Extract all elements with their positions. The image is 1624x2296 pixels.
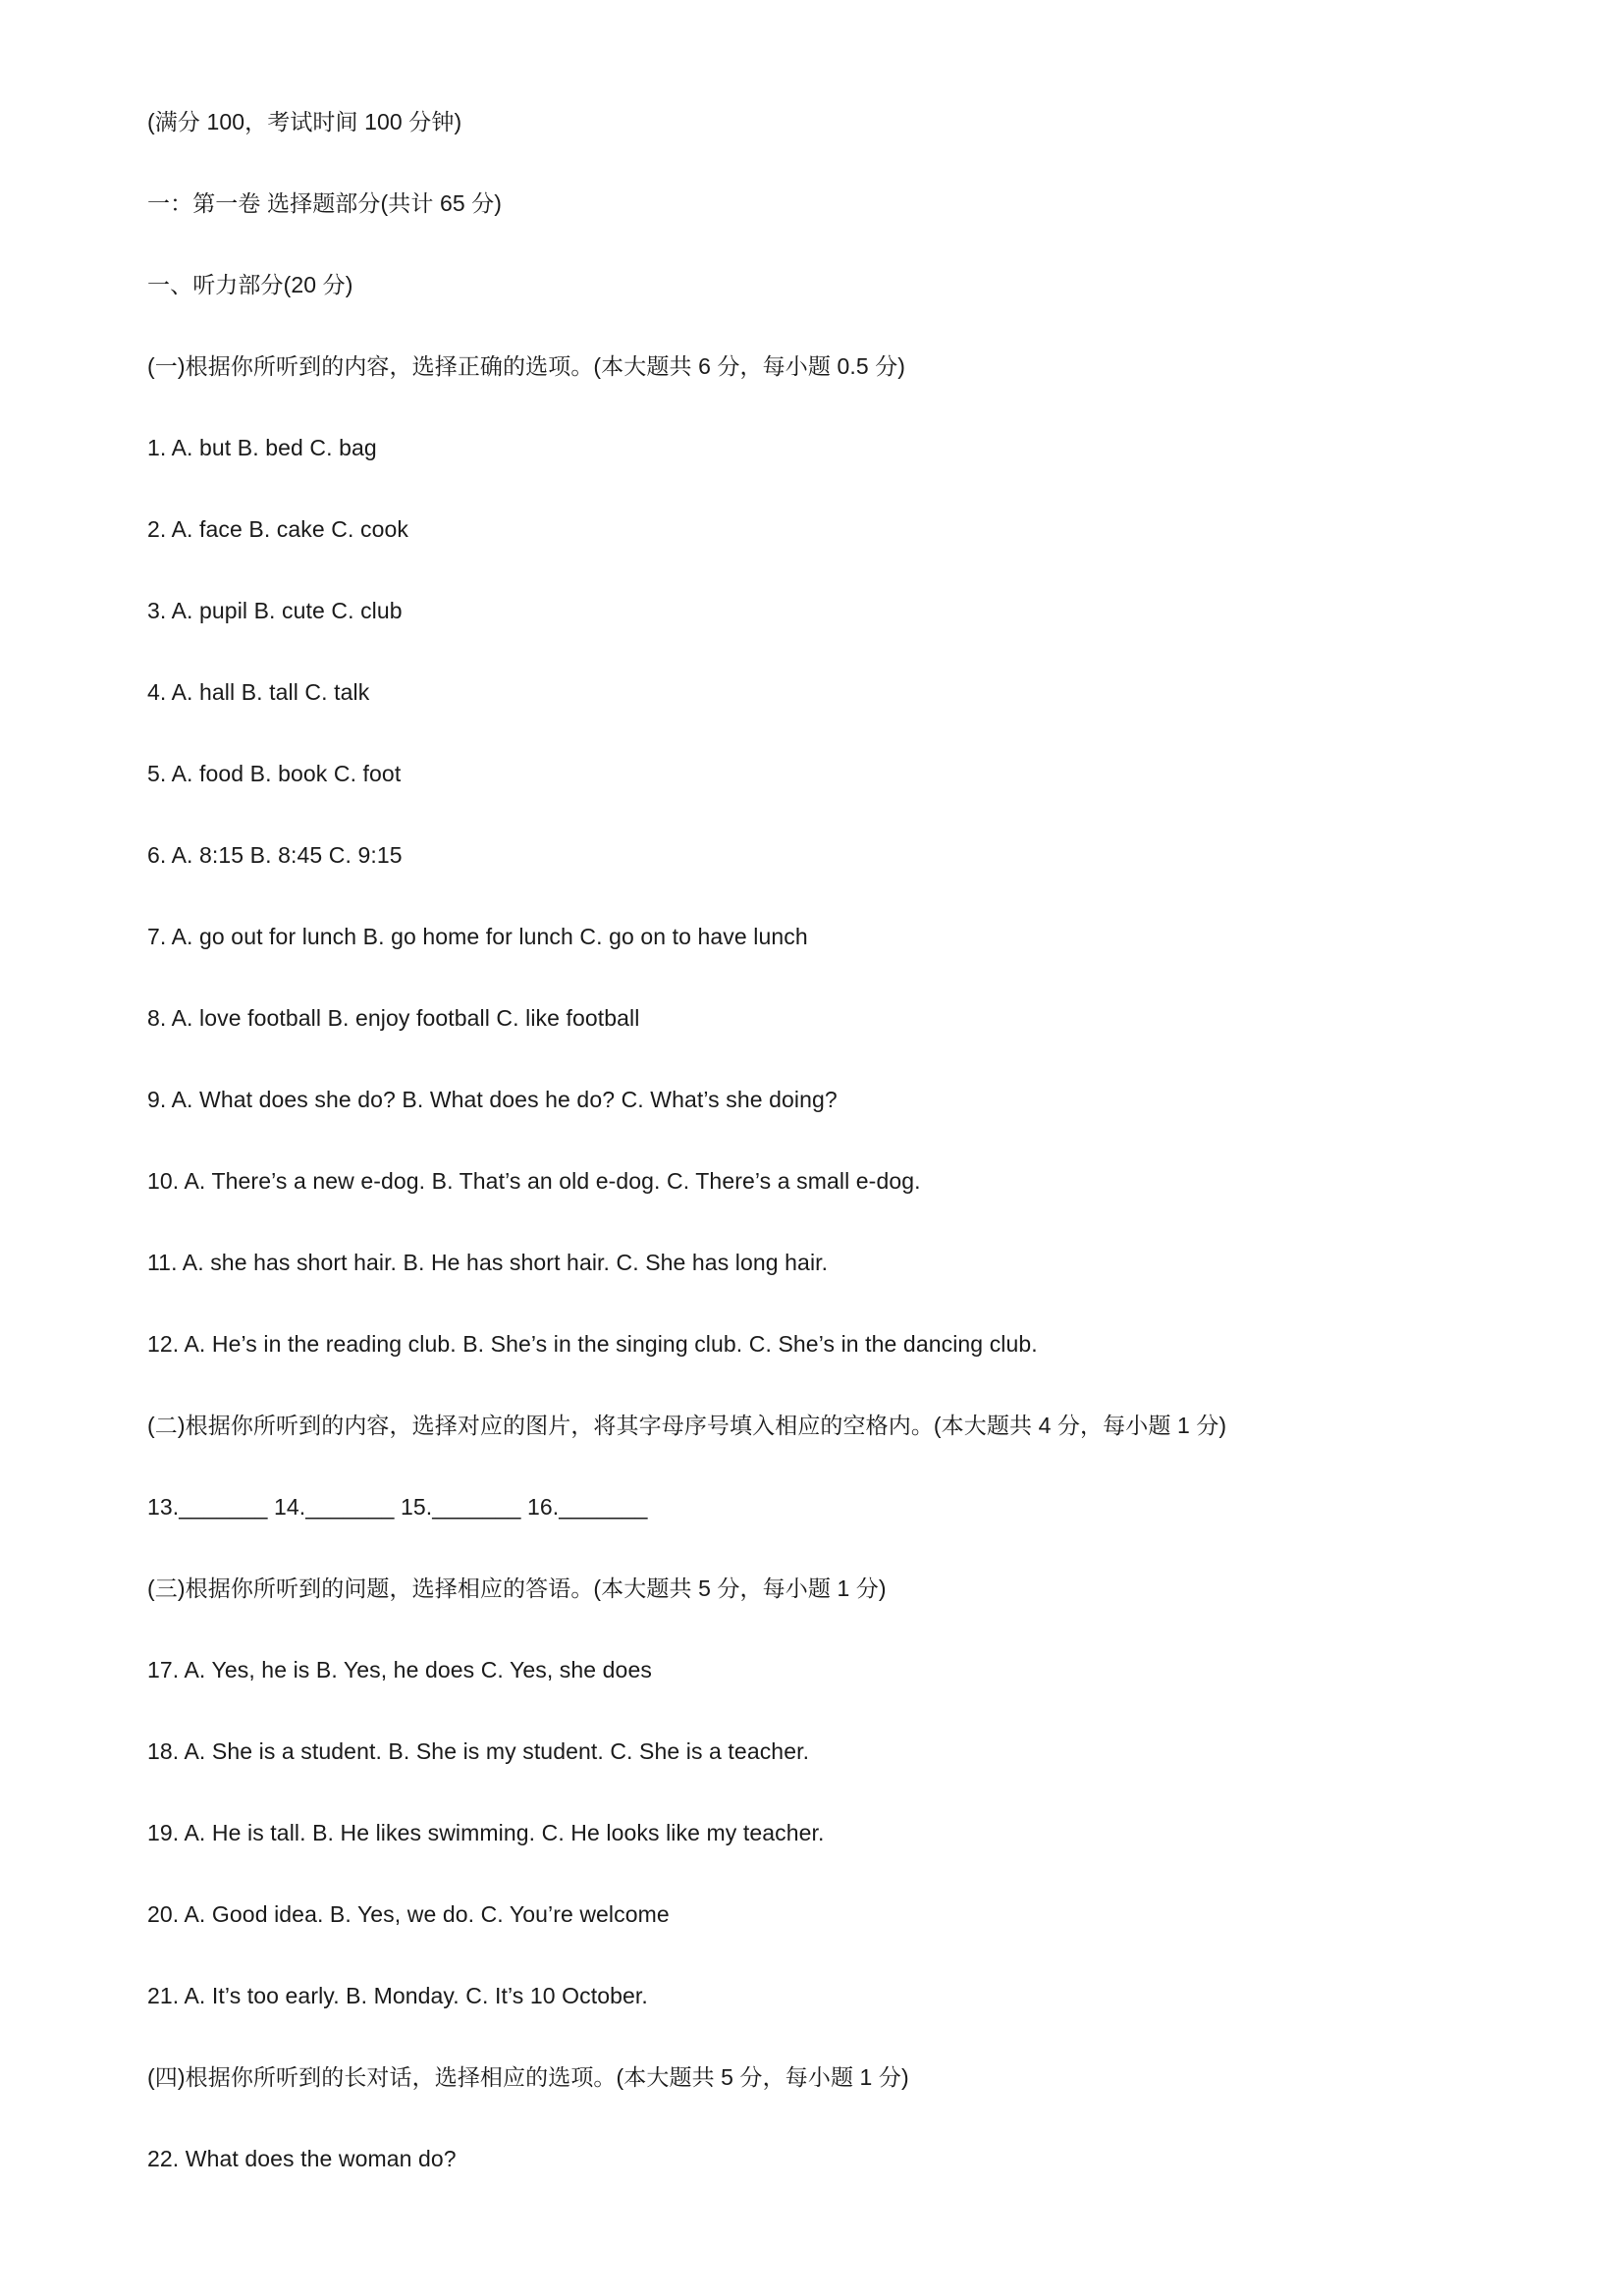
question-9: 9. A. What does she do? B. What does he do? C. What’s she doing? bbox=[147, 1087, 838, 1112]
question-20: 20. A. Good idea. B. Yes, we do. C. You’re welcome bbox=[147, 1901, 670, 1927]
part-one-heading: 一：第一卷 选择题部分(共计 65 分) bbox=[147, 190, 503, 216]
question-3: 3. A. pupil B. cute C. club bbox=[147, 598, 403, 623]
question-7: 7. A. go out for lunch B. go home for lunch C. go on to have lunch bbox=[147, 924, 808, 949]
document-body bbox=[147, 102, 1522, 2220]
listening-part-2-instruction: (二)根据你所听到的内容，选择对应的图片，将其字母序号填入相应的空格内。(本大题共 4 分，每小题 1 分) bbox=[147, 1413, 1227, 1438]
exam-score-note: (满分 100，考试时间 100 分钟) bbox=[147, 109, 462, 134]
question-6: 6. A. 8:15 B. 8:45 C. 9:15 bbox=[147, 842, 403, 868]
questions-13-16-blanks: 13._______ 14._______ 15._______ 16._______ bbox=[147, 1494, 648, 1520]
listening-part-4-instruction: (四)根据你所听到的长对话，选择相应的选项。(本大题共 5 分，每小题 1 分) bbox=[147, 2064, 909, 2090]
question-12: 12. A. He’s in the reading club. B. She’s in the singing club. C. She’s in the dancing club. bbox=[147, 1331, 1038, 1357]
listening-part-3-instruction: (三)根据你所听到的问题，选择相应的答语。(本大题共 5 分，每小题 1 分) bbox=[147, 1575, 887, 1601]
question-11: 11. A. she has short hair. B. He has short hair. C. She has long hair. bbox=[147, 1250, 829, 1275]
question-1: 1. A. but B. bed C. bag bbox=[147, 435, 377, 460]
question-21: 21. A. It’s too early. B. Monday. C. It’s 10 October. bbox=[147, 1983, 648, 2008]
question-4: 4. A. hall B. tall C. talk bbox=[147, 679, 370, 705]
question-22: 22. What does the woman do? bbox=[147, 2146, 457, 2171]
question-19: 19. A. He is tall. B. He likes swimming. C. He looks like my teacher. bbox=[147, 1820, 825, 1845]
listening-part-1-instruction: (一)根据你所听到的内容，选择正确的选项。(本大题共 6 分，每小题 0.5 分) bbox=[147, 353, 906, 379]
question-5: 5. A. food B. book C. foot bbox=[147, 761, 402, 786]
question-10: 10. A. There’s a new e-dog. B. That’s an old e-dog. C. There’s a small e-dog. bbox=[147, 1168, 921, 1194]
question-17: 17. A. Yes, he is B. Yes, he does C. Yes, she does bbox=[147, 1657, 652, 1682]
question-2: 2. A. face B. cake C. cook bbox=[147, 516, 408, 542]
listening-section-heading: 一、听力部分(20 分) bbox=[147, 272, 353, 297]
question-8: 8. A. love football B. enjoy football C. like football bbox=[147, 1005, 640, 1031]
question-18: 18. A. She is a student. B. She is my student. C. She is a teacher. bbox=[147, 1738, 810, 1764]
